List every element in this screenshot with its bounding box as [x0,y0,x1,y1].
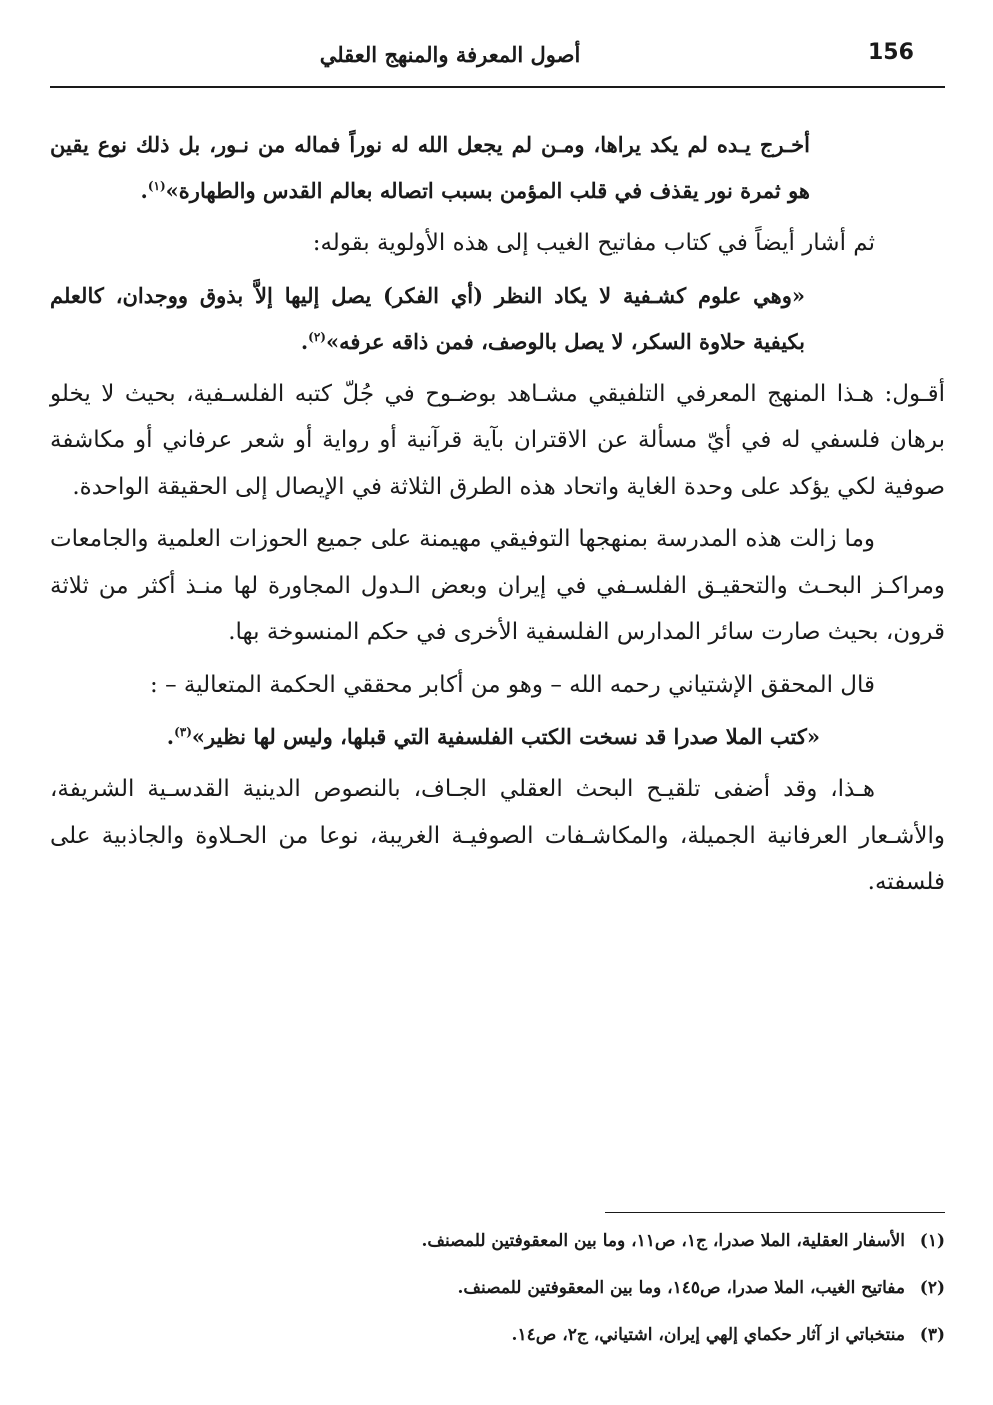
block-quote [50,714,945,760]
paragraph-text: أخـرج يـده لم يكد يراها، ومـن لم يجعل الله له نوراً فماله من نـور، بل ذلك نوع يقين هو ثمرة نور يقذف في قلب المؤمن بسبب اتصاله بعالم القدس والطهارة» [50,132,810,203]
page-number: 156 [868,40,914,65]
footnote-ref: (١) [147,179,166,193]
footnote-text: الأسفار العقلية، الملا صدرا، ج١، ص١١، وما بين المعقوفتين للمصنف. [421,1231,905,1251]
body-paragraph [50,766,945,906]
block-quote [50,273,945,365]
quote-continuation [50,122,945,214]
paragraph-text: هـذا، وقد أضفى تلقيـح البحث العقلي الجـاف، بالنصوص الدينية القدسـية الشريفة، والأشـعار العرفانية الجميلة، والمكاشـفات الصوفيـة الغريبة، نوعا من الحـلاوة والجاذبية على فلسفته. [50,776,945,895]
footnote-ref: (٣) [174,725,192,739]
paragraph-text: «كتب الملا صدرا قد نسخت الكتب الفلسفية التي قبلها، وليس لها نظير» [191,724,820,749]
footnote [50,1273,945,1303]
paragraph-text: قال المحقق الإشتياني رحمه الله – وهو من أكابر محققي الحكمة المتعالية – : [150,671,875,698]
body-text [50,122,945,912]
footnote-rule [605,1212,945,1213]
body-paragraph [50,516,945,656]
footnote-marker: (٣) [919,1325,945,1345]
footnotes [50,1226,945,1367]
paragraph-text: أقـول: هـذا المنهج المعرفي التلفيقي مشـاهد بوضـوح في جُلّ كتبه الفلسـفية، بحيث لا يخلو برهان فلسفي له في أيّ مسألة عن الاقتران بآية قرآنية أو رواية أو شعر عرفاني أو مكاشفة صوفية لكي يؤكد على وحدة الغاية واتحاد هذه الطرق الثلاثة في الإيصال إلى الحقيقة الواحدة. [50,380,945,500]
footnote-marker: (١) [919,1231,945,1251]
footnote-ref: (٢) [308,329,326,344]
footnote-text: مفاتيح الغيب، الملا صدرا، ص١٤٥، وما بين المعقوفتين للمصنف. [457,1278,905,1298]
paragraph-text: وما زالت هذه المدرسة بمنهجها التوفيقي مهيمنة على جميع الحوزات العلمية والجامعات ومراكـز البحـث والتحقيـق الفلسـفي في إيران وبعض الـدول المجاورة لها منـذ أكثر من ثلاثة قرون، بحيث صارت سائر المدارس الفلسفية الأخرى في حكم المنسوخة بها. [50,526,945,645]
paragraph-end: . [300,328,309,354]
header-rule [50,86,945,88]
footnote [50,1226,945,1256]
footnote [50,1320,945,1350]
paragraph-text: ثم أشار أيضاً في كتاب مفاتيح الغيب إلى هذه الأولوية بقوله: [312,230,875,256]
footnote-marker: (٢) [919,1278,945,1298]
paragraph-end: . [140,178,148,203]
running-header: أصول المعرفة والمنهج العقلي [319,42,581,67]
intro-line [50,220,945,267]
footnote-text: منتخباتي از آثار حكماي إلهي إيران، اشتياني، ج٢، ص١٤. [511,1325,905,1345]
intro-line [50,662,945,709]
body-paragraph [50,371,945,511]
paragraph-end: . [166,724,175,749]
paragraph-text: «وهي علوم كشـفية لا يكاد النظر (أي الفكر) يصل إليها إلاَّ بذوق ووجدان، كالعلم بكيفية حلاوة السكر، لا يصل بالوصف، فمن ذاقه عرفه» [50,282,805,354]
